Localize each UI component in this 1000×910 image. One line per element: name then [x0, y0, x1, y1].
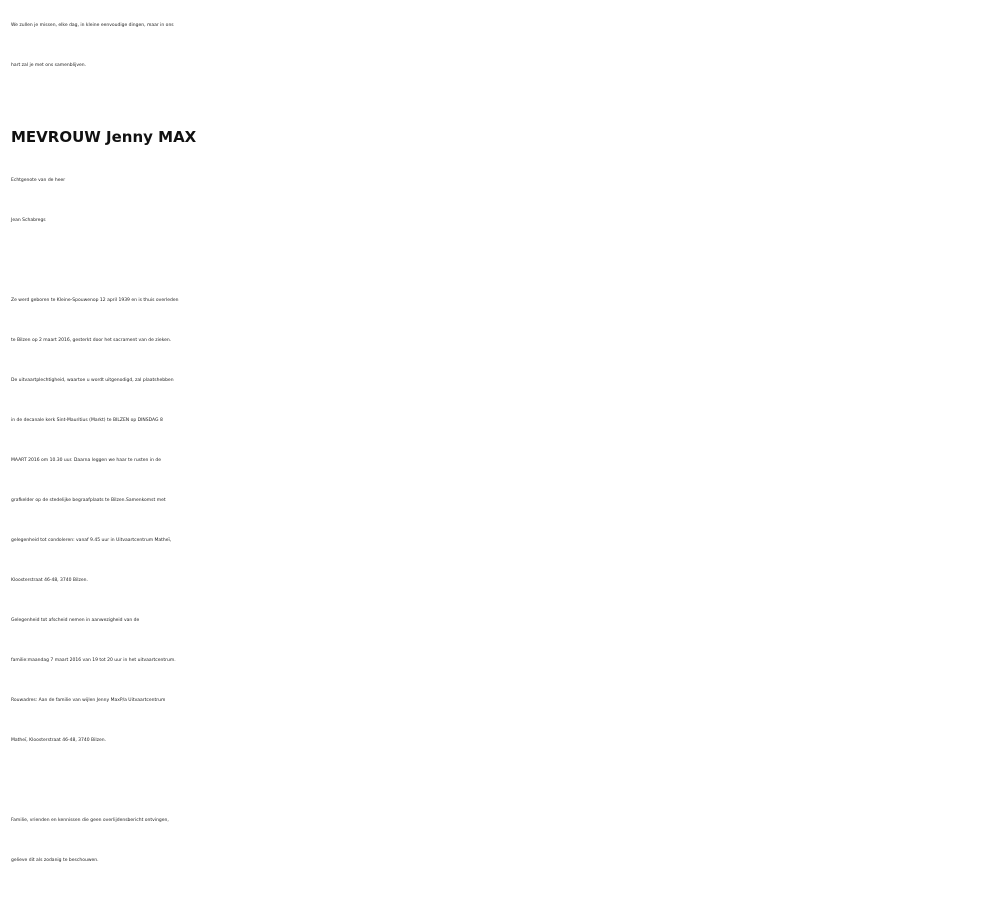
details-line: Matheï, Kloosterstraat 46-48, 3740 Bilzen.: [11, 738, 107, 743]
spacer: [11, 241, 1000, 281]
closing-block: [11, 801, 1000, 881]
details-line: gelegenheid tot condoleren: vanaf 9.45 uur in Uitvaartcentrum Matheï,: [11, 538, 172, 543]
details-line: te Bilzen op 2 maart 2016, gesterkt door het sacrament van de zieken.: [11, 338, 172, 343]
spacer: [11, 761, 1000, 801]
details-line: Kloosterstraat 46-48, 3740 Bilzen.: [11, 578, 88, 583]
spouse-line: Jean Schabregs: [11, 218, 46, 223]
details-line: Ze werd geboren te Kleine-Spouwenop 12 april 1939 en is thuis overleden: [11, 298, 179, 303]
quote-line: hart zal je met ons samenblijven.: [11, 63, 87, 68]
details-line: De uitvaartplechtigheid, waartoe u wordt uitgenodigd, zal plaatshebben: [11, 378, 174, 383]
closing-line: gelieve dit als zodanig te beschouwen.: [11, 858, 99, 863]
details-line: MAART 2016 om 10.30 uur. Daarna leggen we haar te rusten in de: [11, 458, 161, 463]
details-line: Gelegenheid tot afscheid nemen in aanwezigheid van de: [11, 618, 140, 623]
deceased-name: MEVROUW Jenny MAX: [11, 128, 197, 146]
spouse-line: Echtgenote van de heer: [11, 178, 66, 183]
details-line: grafkelder op de stedelijke begraafplaats te Bilzen.Samenkomst met: [11, 498, 166, 503]
spouse-block: [11, 161, 1000, 241]
quote-block: [11, 6, 1000, 86]
details-line: familie:maandag 7 maart 2016 van 19 tot 20 uur in het uitvaartcentrum.: [11, 658, 176, 663]
details-line: Rouwadres: Aan de familie van wijlen Jenny MaxP/a Uitvaartcentrum: [11, 698, 166, 703]
closing-line: Familie, vrienden en kennissen die geen overlijdensbericht ontvingen,: [11, 818, 169, 823]
quote-line: We zullen je missen, elke dag, in kleine eenvoudige dingen, maar in ons: [11, 23, 174, 28]
details-line: in de decanale kerk Sint-Mauritius (Markt) te BILZEN op DINSDAG 8: [11, 418, 163, 423]
details-block: [11, 281, 1000, 761]
